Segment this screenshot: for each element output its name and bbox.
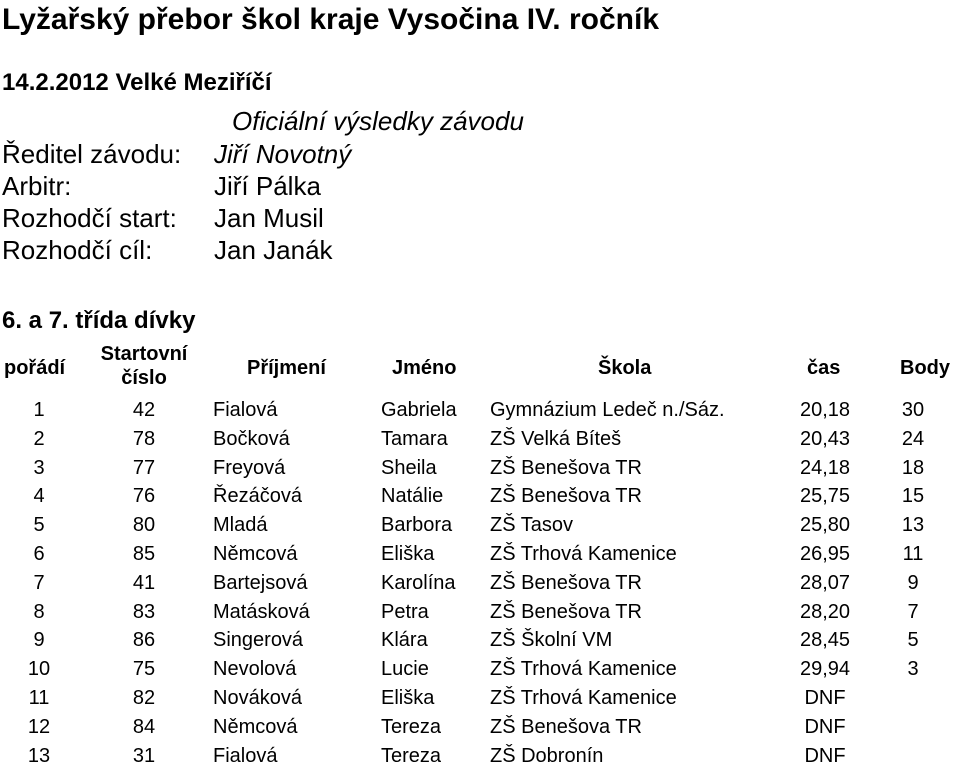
table-row <box>0 482 960 510</box>
cell-rank: 4 <box>33 485 45 508</box>
cell-time: 28,20 <box>799 600 851 623</box>
cell-school: ZŠ Trhová Kamenice <box>490 658 677 681</box>
official-name: Jiří Novotný <box>214 139 352 169</box>
cell-first-name: Lucie <box>381 658 429 681</box>
cell-first-name: Petra <box>381 600 429 623</box>
cell-start-number: 80 <box>132 514 156 537</box>
cell-rank: 11 <box>28 687 50 709</box>
cell-school: ZŠ Tasov <box>490 514 573 537</box>
cell-last-name: Fialová <box>213 399 278 421</box>
cell-last-name: Řezáčová <box>213 485 302 508</box>
cell-school: ZŠ Velká Bíteš <box>490 427 622 450</box>
cell-start-number: 75 <box>132 658 156 681</box>
official-name: Jan Musil <box>214 203 324 233</box>
category-heading: 6. a 7. třída dívky <box>2 307 196 334</box>
table-row <box>0 425 960 453</box>
cell-first-name: Natálie <box>381 485 444 508</box>
cell-time: DNF <box>804 715 846 738</box>
cell-first-name: Tereza <box>381 715 442 738</box>
header-start-line2: číslo <box>121 367 167 389</box>
cell-first-name: Karolína <box>381 571 456 594</box>
table-row <box>0 396 960 424</box>
cell-school: ZŠ Trhová Kamenice <box>490 687 677 709</box>
cell-last-name: Bočková <box>213 427 290 450</box>
table-row <box>0 511 960 539</box>
cell-last-name: Fialová <box>213 744 278 767</box>
cell-points: 24 <box>901 427 925 450</box>
cell-rank: 12 <box>27 715 51 738</box>
official-race-director <box>2 138 351 170</box>
table-row <box>0 454 960 482</box>
table-row <box>0 626 960 654</box>
cell-start-number: 31 <box>132 744 156 767</box>
date-location: 14.2.2012 Velké Meziříčí <box>2 69 272 96</box>
cell-rank: 2 <box>33 427 45 450</box>
cell-school: ZŠ Trhová Kamenice <box>490 543 677 565</box>
cell-start-number: 83 <box>132 600 156 623</box>
cell-school: ZŠ Školní VM <box>490 629 613 652</box>
cell-last-name: Bartejsová <box>213 571 308 594</box>
cell-points: 15 <box>901 485 925 508</box>
official-label: Arbitr: <box>2 171 72 201</box>
header-school: Škola <box>598 357 652 379</box>
document-title: Lyžařský přebor škol kraje Vysočina IV. ročník <box>2 3 659 36</box>
header-start-number <box>94 342 194 390</box>
header-time: čas <box>807 357 841 379</box>
cell-last-name: Freyová <box>213 456 286 479</box>
cell-rank: 5 <box>33 514 45 537</box>
document-subtitle: Oficiální výsledky závodu <box>232 106 524 136</box>
cell-first-name: Sheila <box>381 456 437 479</box>
cell-rank: 9 <box>33 629 45 652</box>
cell-start-number: 82 <box>132 687 156 709</box>
cell-school: ZŠ Benešova TR <box>490 456 642 479</box>
header-points: Body <box>900 357 950 379</box>
cell-school: ZŠ Dobronín <box>490 744 604 767</box>
cell-rank: 13 <box>27 744 51 767</box>
cell-start-number: 41 <box>132 571 156 594</box>
cell-points: 30 <box>901 399 925 421</box>
cell-rank: 8 <box>33 600 45 623</box>
cell-school: ZŠ Benešova TR <box>490 571 642 594</box>
cell-points: 11 <box>902 543 924 565</box>
cell-rank: 1 <box>33 399 45 421</box>
header-start-line1: Startovní <box>100 343 188 365</box>
cell-rank: 6 <box>33 543 45 565</box>
cell-time: 25,80 <box>799 514 851 537</box>
cell-last-name: Matásková <box>213 600 310 623</box>
cell-first-name: Eliška <box>381 687 435 709</box>
cell-last-name: Nevolová <box>213 658 297 681</box>
cell-start-number: 77 <box>132 456 156 479</box>
cell-start-number: 84 <box>132 715 156 738</box>
cell-first-name: Tereza <box>381 744 442 767</box>
cell-start-number: 42 <box>132 399 156 421</box>
cell-time: 26,95 <box>799 543 851 565</box>
cell-first-name: Barbora <box>381 514 453 537</box>
cell-points: 5 <box>907 629 919 652</box>
cell-rank: 3 <box>33 456 45 479</box>
cell-last-name: Singerová <box>213 629 304 652</box>
table-row <box>0 655 960 683</box>
header-last-name: Příjmení <box>247 357 326 379</box>
cell-points: 7 <box>907 600 919 623</box>
cell-rank: 10 <box>27 658 51 681</box>
table-row <box>0 598 960 626</box>
header-rank: pořádí <box>4 357 66 379</box>
cell-time: DNF <box>804 687 846 709</box>
cell-first-name: Gabriela <box>381 399 457 421</box>
cell-school: Gymnázium Ledeč n./Sáz. <box>490 399 725 421</box>
cell-start-number: 86 <box>132 629 156 652</box>
cell-points: 3 <box>907 658 919 681</box>
cell-time: 28,07 <box>799 571 851 594</box>
cell-points: 13 <box>901 514 925 537</box>
official-label: Rozhodčí start: <box>2 203 177 233</box>
cell-time: 24,18 <box>799 456 851 479</box>
cell-time: 28,45 <box>799 629 851 652</box>
official-label: Rozhodčí cíl: <box>2 235 153 265</box>
table-row <box>0 569 960 597</box>
cell-time: 29,94 <box>799 658 851 681</box>
table-row <box>0 713 960 741</box>
cell-first-name: Eliška <box>381 543 435 565</box>
cell-points: 9 <box>907 571 919 594</box>
cell-time: 20,43 <box>799 427 851 450</box>
cell-last-name: Mladá <box>213 514 268 537</box>
cell-time: 25,75 <box>799 485 851 508</box>
official-name: Jan Janák <box>214 235 333 265</box>
cell-start-number: 76 <box>132 485 156 508</box>
cell-time: 20,18 <box>799 399 851 421</box>
cell-points: 18 <box>901 456 925 479</box>
cell-school: ZŠ Benešova TR <box>490 485 642 508</box>
official-name: Jiří Pálka <box>214 171 321 201</box>
official-finish-judge <box>2 234 333 266</box>
official-start-judge <box>2 202 324 234</box>
table-row <box>0 684 960 712</box>
official-arbiter <box>2 170 321 202</box>
cell-last-name: Nováková <box>213 687 302 709</box>
cell-last-name: Němcová <box>213 715 298 738</box>
cell-school: ZŠ Benešova TR <box>490 715 642 738</box>
cell-start-number: 78 <box>132 427 156 450</box>
official-label: Ředitel závodu: <box>2 139 182 169</box>
cell-time: DNF <box>804 744 846 767</box>
cell-first-name: Tamara <box>381 427 448 450</box>
cell-first-name: Klára <box>381 629 428 652</box>
header-first-name: Jméno <box>392 357 457 379</box>
cell-school: ZŠ Benešova TR <box>490 600 642 623</box>
cell-start-number: 85 <box>132 543 156 565</box>
cell-last-name: Němcová <box>213 543 298 565</box>
table-row <box>0 540 960 568</box>
cell-rank: 7 <box>33 571 45 594</box>
